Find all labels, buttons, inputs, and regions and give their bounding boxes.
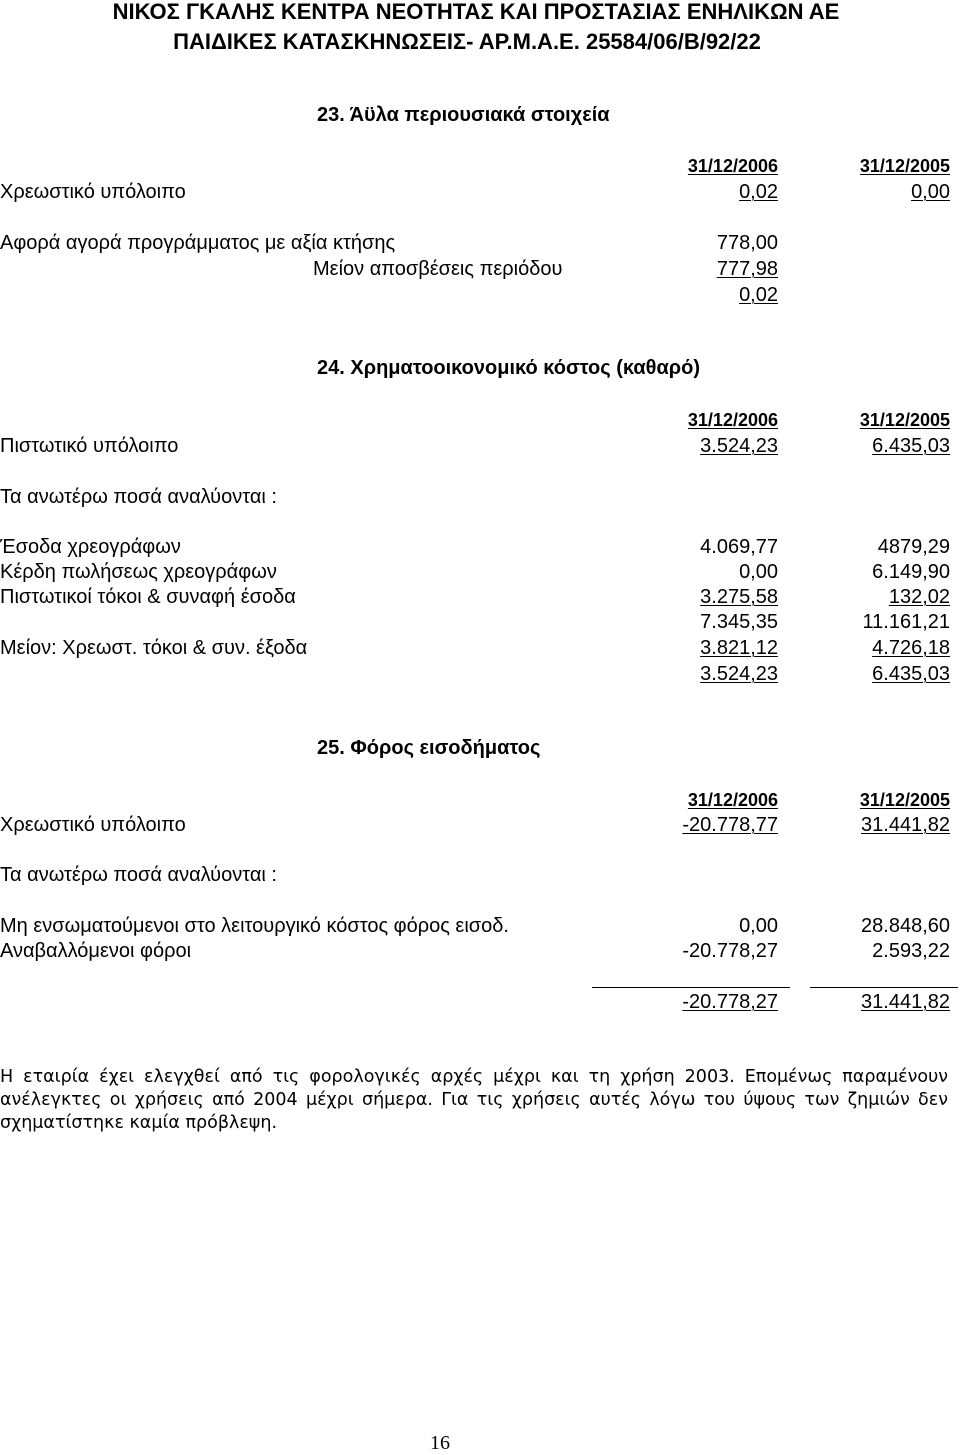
column-header-2006: 31/12/2006: [687, 410, 778, 430]
row-label: Μη ενσωματούμενοι στο λειτουργικό κόστος φόρος εισοδ.: [0, 915, 509, 937]
column-header-row: [0, 154, 960, 178]
value-2006: -20.778,27: [682, 940, 778, 962]
value-2006: 3.524,23: [700, 435, 778, 457]
analysis-intro: Τα ανωτέρω ποσά αναλύονται :: [0, 486, 277, 508]
table-row: [0, 914, 960, 938]
value-2006: -20.778,77: [682, 814, 778, 836]
net-value-row: [0, 283, 960, 307]
value-2006: 4.069,77: [700, 536, 778, 558]
value-2006: 3.821,12: [700, 637, 778, 659]
subtotal-row: [0, 610, 960, 634]
table-row: [0, 939, 960, 963]
total-row: [0, 990, 960, 1014]
row-label: Μείον: Χρεωστ. τόκοι & συν. έξοδα: [0, 637, 308, 659]
balance-row: [0, 434, 960, 458]
value-2006: 0,00: [739, 561, 778, 583]
value-2005: 0,00: [911, 181, 950, 203]
value-2005: 31.441,82: [861, 991, 950, 1013]
column-header-2006: 31/12/2006: [687, 790, 778, 810]
value-2006: 0,00: [739, 915, 778, 937]
section-title: 23. Άϋλα περιουσιακά στοιχεία: [317, 104, 610, 126]
column-header-2005: 31/12/2005: [859, 790, 950, 810]
table-row: [0, 560, 960, 584]
company-name: ΝΙΚΟΣ ΓΚΑΛΗΣ ΚΕΝΤΡΑ ΝΕΟΤΗΤΑΣ ΚΑΙ ΠΡΟΣΤΑΣΙΑΣ ΕΝΗΛΙΚΩΝ ΑΕ: [112, 0, 840, 24]
row-label: Πιστωτικό υπόλοιπο: [0, 435, 179, 457]
column-header-2005: 31/12/2005: [859, 156, 950, 176]
total-row: [0, 662, 960, 686]
value-2005: 31.441,82: [861, 814, 950, 836]
section-title: 24. Χρηματοοικονομικό κόστος (καθαρό): [317, 357, 701, 379]
value-2006: 778,00: [716, 232, 778, 254]
balance-row: [0, 180, 960, 204]
value-2005: 6.435,03: [872, 663, 950, 685]
row-label: Χρεωστικό υπόλοιπο: [0, 181, 186, 203]
column-header-2006: 31/12/2006: [687, 156, 778, 176]
sum-rule-2005: [810, 987, 958, 988]
row-label: Πιστωτικοί τόκοι & συναφή έσοδα: [0, 586, 296, 608]
value-2005: 11.161,21: [862, 611, 950, 633]
column-header-2005: 31/12/2005: [859, 410, 950, 430]
balance-row: [0, 813, 960, 837]
row-label: Κέρδη πωλήσεως χρεογράφων: [0, 561, 277, 583]
value-2005: 6.435,03: [872, 435, 950, 457]
table-row: [0, 585, 960, 609]
acquisition-row: [0, 231, 960, 255]
value-2005: 4.726,18: [872, 637, 950, 659]
sum-rule-2006: [592, 987, 790, 988]
row-label: Αφορά αγορά προγράμματος με αξία κτήσης: [0, 232, 396, 254]
row-label: Αναβαλλόμενοι φόροι: [0, 940, 192, 962]
value-2005: 132,02: [888, 586, 950, 608]
row-label: Χρεωστικό υπόλοιπο: [0, 814, 186, 836]
company-registry: ΠΑΙΔΙΚΕΣ ΚΑΤΑΣΚΗΝΩΣΕΙΣ- ΑΡ.Μ.Α.Ε. 25584/06/Β/92/22: [173, 29, 761, 54]
column-header-row: [0, 408, 960, 432]
value-2006: 7.345,35: [700, 611, 778, 633]
value-2005: 4879,29: [877, 536, 950, 558]
column-header-row: [0, 788, 960, 812]
value-2006: 0,02: [739, 181, 778, 203]
tax-audit-note: Η εταιρία έχει ελεγχθεί από τις φορολογικές αρχές μέχρι και τη χρήση 2003. Επομένως παραμένουν ανέλεγκτες οι χρήσεις από 2004 μέχρι σήμερα. Για τις χρήσεις αυτές λόγω του ύψους των ζημιών δεν σχηματίστηκε καμία πρόβλεψη.: [0, 1067, 948, 1133]
value-2005: 28.848,60: [861, 915, 950, 937]
value-2005: 2.593,22: [872, 940, 950, 962]
value-2006: 3.524,23: [700, 663, 778, 685]
value-2005: 6.149,90: [872, 561, 950, 583]
value-2006: 777,98: [716, 258, 778, 280]
page-number: 16: [430, 1432, 450, 1454]
row-label: Μείον αποσβέσεις περιόδου: [313, 258, 563, 280]
value-2006: -20.778,27: [682, 991, 778, 1013]
analysis-intro-row: [0, 485, 960, 509]
analysis-intro-row: [0, 863, 960, 887]
less-expenses-row: [0, 636, 960, 660]
table-row: [0, 535, 960, 559]
section-title: 25. Φόρος εισοδήματος: [317, 737, 541, 759]
value-2006: 0,02: [739, 284, 778, 306]
depreciation-row: [0, 257, 960, 281]
value-2006: 3.275,58: [700, 586, 778, 608]
row-label: Έσοδα χρεογράφων: [0, 536, 181, 558]
analysis-intro: Τα ανωτέρω ποσά αναλύονται :: [0, 864, 277, 886]
